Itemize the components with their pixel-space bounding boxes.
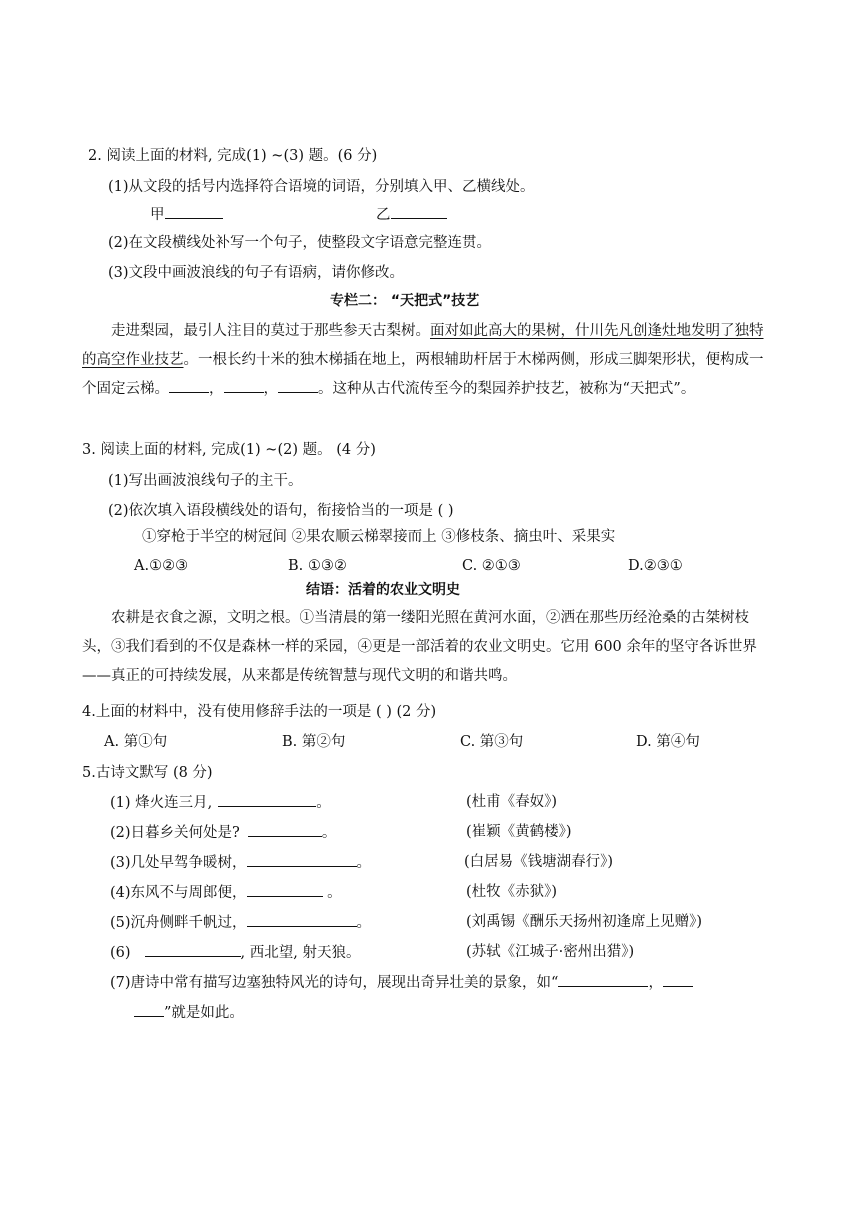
section2-paragraph <box>82 317 774 404</box>
q5-line-1 <box>110 792 331 813</box>
q5-l7-blank-2a[interactable] <box>663 972 693 987</box>
q5-l5-blank[interactable] <box>247 912 357 927</box>
q5-line-6 <box>110 942 360 963</box>
q2-sub3: (3)文段中画波浪线的句子有语病，请你修改。 <box>108 265 405 281</box>
q3-stem: 3. 阅读上面的材料, 完成(1) ~(2) 题。 (4 分) <box>82 442 376 458</box>
q4-stem: 4.上面的材料中，没有使用修辞手法的一项是 ( ) (2 分) <box>82 704 437 720</box>
q5-l6-text: (6) <box>110 945 131 961</box>
q5-l7-text: (7)唐诗中常有描写边塞独特风光的诗句，展现出奇异壮美的景象，如“ <box>110 975 559 991</box>
section2-text-b: 。一根长约十米的独木梯插在地上，两根辅助杆居于木梯两侧，形成三脚架形状，便构成一个固定云梯。 <box>82 352 764 397</box>
q5-line-7-cont <box>134 1002 244 1023</box>
q3-sub1: (1)写出画波浪线句子的主干。 <box>108 473 303 489</box>
q5-l5-end: 。 <box>356 915 372 931</box>
q3-sub2: (2)依次填入语段横线处的语句，衔接恰当的一项是 ( ) <box>108 503 454 519</box>
q2-sub2: (2)在文段横线处补写一个句子，使整段文字语意完整连贯。 <box>108 235 492 251</box>
q5-l7-blank-2b[interactable] <box>134 1002 164 1017</box>
q5-l2-text: (2)日暮乡关何处是? <box>110 825 240 841</box>
q5-line-4 <box>110 882 342 903</box>
q5-l3-blank[interactable] <box>247 852 357 867</box>
q5-l7-comma: ， <box>648 975 663 991</box>
yi-blank[interactable] <box>391 204 447 219</box>
q5-l3-text: (3)几处早驾争暖树， <box>110 855 247 871</box>
q3-option-d[interactable]: D.②③① <box>628 558 683 574</box>
q5-l4-blank[interactable] <box>247 882 323 897</box>
wavy-sentence: 面对如此高大的果树，什川先凡创逢灶地发明了独特的高空作业技艺 <box>82 323 764 368</box>
comma-2: ， <box>263 381 278 397</box>
q4-option-d[interactable]: D. 第④句 <box>636 734 700 750</box>
q5-l2-blank[interactable] <box>248 822 322 837</box>
section2-title: 专栏二： “天把式”技艺 <box>330 293 480 309</box>
section2-blank-1[interactable] <box>169 378 209 393</box>
q2-sub1: (1)从文段的括号内选择符合语境的词语，分别填入甲、乙横线处。 <box>108 179 535 195</box>
q5-l4-end: 。 <box>322 885 342 901</box>
q5-l1-text: (1) 烽火连三月, <box>110 795 213 811</box>
q5-source-2: (崔颖《黄鹤楼》) <box>466 824 572 840</box>
q4-option-c[interactable]: C. 第③句 <box>460 734 524 750</box>
jia-blank[interactable] <box>165 204 223 219</box>
q5-l5-text: (5)沉舟侧畔千帆过， <box>110 915 247 931</box>
q5-l6-blank[interactable] <box>145 942 241 957</box>
q4-option-a[interactable]: A. 第①句 <box>104 734 168 750</box>
q5-l7-blank-1[interactable] <box>558 972 648 987</box>
q5-l2-end: 。 <box>321 825 337 841</box>
q5-source-5: (刘禹锡《酬乐天扬州初逢席上见赠》) <box>466 914 703 930</box>
q5-line-3 <box>110 852 371 873</box>
yi-label: 乙 <box>376 207 391 223</box>
q5-line-2 <box>110 822 336 843</box>
q5-line-5 <box>110 912 371 933</box>
q5-l1-end: 。 <box>316 795 331 811</box>
q5-source-3: (白居易《钱塘湖春行》) <box>464 854 614 870</box>
q5-line-7 <box>110 972 693 993</box>
q5-l1-blank[interactable] <box>218 792 316 807</box>
section2-text-a: 走进梨园，最引人注目的莫过于那些参天古梨树。 <box>111 323 430 339</box>
q3-option-a[interactable]: A.①②③ <box>134 558 189 574</box>
comma-1: ， <box>209 381 224 397</box>
q2-stem: 2. 阅读上面的材料, 完成(1) ~(3) 题。(6 分) <box>88 148 378 164</box>
q4-option-b[interactable]: B. 第②句 <box>282 734 346 750</box>
q5-l4-text: (4)东风不与周郎便， <box>110 885 247 901</box>
jia-label: 甲 <box>150 207 165 223</box>
ending-title: 结语：活着的农业文明史 <box>306 582 460 598</box>
q5-source-1: (杜甫《春奴》) <box>466 794 558 810</box>
q3-option-b[interactable]: B. ①③② <box>288 558 347 574</box>
ending-paragraph: 农耕是衣食之源，文明之根。①当清晨的第一缕阳光照在黄河水面，②洒在那些历经沧桑的古桀树枝头，③我们看到的不仅是森林一样的采园，④更是一部活着的农业文明史。它用 600 余年的坚守各诉世界——真正的可持续发展，从来都是传统智慧与现代文明的和谐共鸣。 <box>82 610 757 684</box>
q5-source-6: (苏轼《江城子·密州出猎》) <box>466 944 635 960</box>
section2-blank-3[interactable] <box>278 378 318 393</box>
q5-l3-end: 。 <box>356 855 372 871</box>
q2-answer-yi <box>376 204 447 225</box>
section2-text-d: 。这种从古代流传至今的梨园养护技艺，被称为“天把式”。 <box>318 381 696 397</box>
q5-l6-end: , 西北望, 射天狼。 <box>240 945 361 961</box>
q2-answer-jia <box>150 204 223 225</box>
q5-stem: 5.古诗文默写 (8 分) <box>82 765 213 781</box>
q5-l7-end: ”就是如此。 <box>164 1005 244 1021</box>
q3-option-c[interactable]: C. ②①③ <box>462 558 521 574</box>
q5-source-4: (杜牧《赤狱》) <box>466 884 558 900</box>
q3-sentences: ①穿枪于半空的树冠间 ②果农顺云梯翠接而上 ③修枝条、摘虫叶、采果实 <box>142 529 616 545</box>
section2-blank-2[interactable] <box>224 378 264 393</box>
